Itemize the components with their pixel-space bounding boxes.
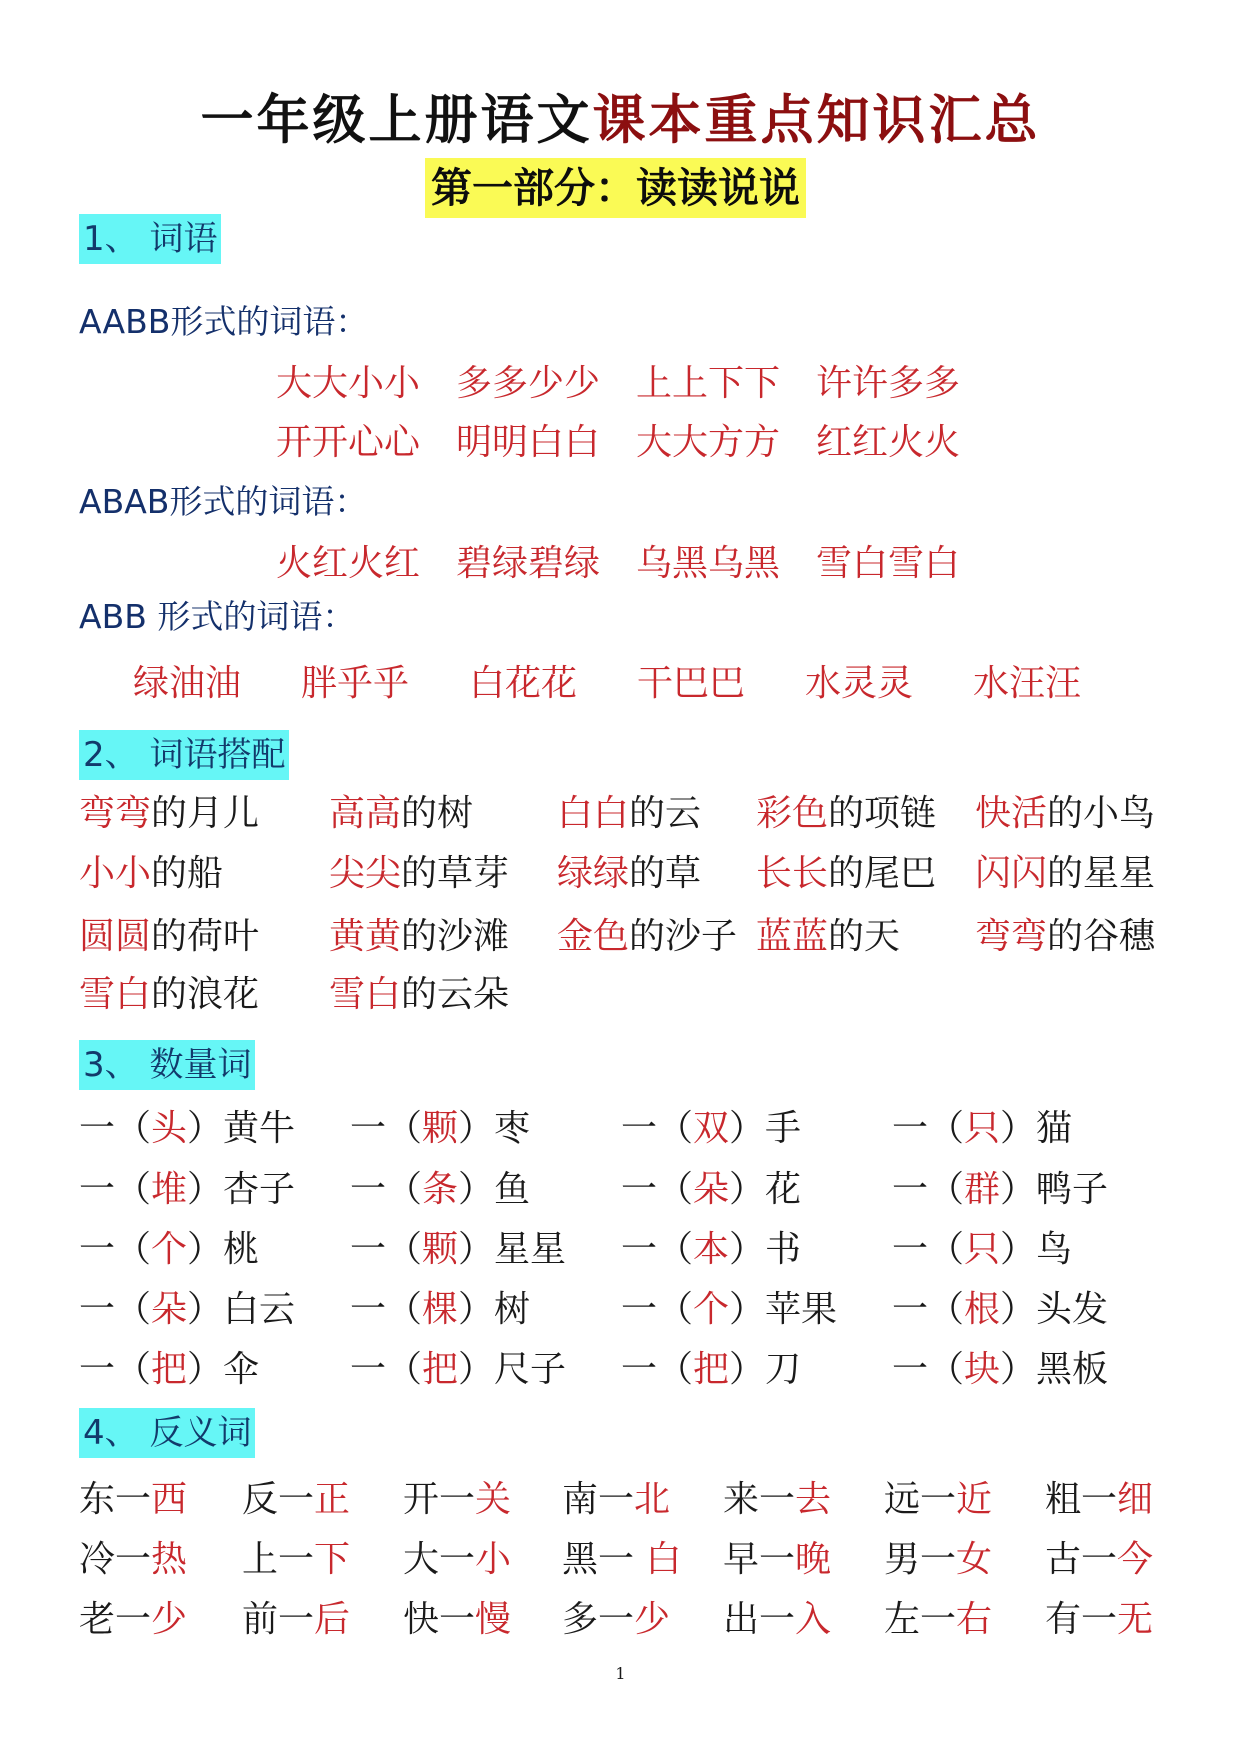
measure-word-item	[350, 1348, 566, 1392]
section-heading-collocations: 2、 词语搭配	[79, 730, 289, 780]
aabb-row-1	[0, 362, 1241, 406]
measure-word: 只	[964, 1108, 1001, 1149]
measure-noun: ）枣	[458, 1108, 531, 1149]
antonym-pair	[79, 1538, 187, 1582]
antonym-opposite: 右	[956, 1599, 993, 1640]
antonym-word: 古一	[1045, 1539, 1118, 1580]
measure-noun: ）猫	[1000, 1108, 1073, 1149]
antonym-opposite: 去	[795, 1479, 832, 1520]
collocation-modifier: 尖尖	[329, 853, 402, 894]
collocation-item	[79, 852, 223, 896]
section-heading-antonyms: 4、 反义词	[79, 1408, 255, 1458]
aabb-word: 大大方方	[636, 422, 781, 463]
collocation-noun: 的小鸟	[1047, 793, 1156, 834]
measure-noun: ）树	[458, 1289, 531, 1330]
collocation-item	[329, 792, 473, 836]
antonym-pair	[79, 1478, 187, 1522]
measure-word: 个	[151, 1229, 188, 1270]
collocation-modifier: 圆圆	[79, 916, 152, 957]
measure-noun: ）桃	[187, 1229, 260, 1270]
measure-word: 把	[693, 1349, 730, 1390]
page-number: 1	[615, 1664, 626, 1683]
measure-word-item	[892, 1348, 1108, 1392]
antonym-opposite: 今	[1117, 1539, 1154, 1580]
measure-word-item	[350, 1288, 530, 1332]
collocation-modifier: 雪白	[329, 974, 402, 1015]
collocation-modifier: 彩色	[756, 793, 829, 834]
collocation-item	[975, 792, 1155, 836]
aabb-word: 上上下下	[636, 363, 781, 404]
abb-word: 干巴巴	[637, 663, 746, 704]
measure-word: 朵	[151, 1289, 188, 1330]
aabb-word: 大大小小	[276, 363, 421, 404]
collocation-noun: 的草	[629, 853, 702, 894]
antonym-pair	[723, 1538, 831, 1582]
measure-noun: ）尺子	[458, 1349, 567, 1390]
aabb-word: 明明白白	[456, 422, 601, 463]
antonym-word: 南一	[562, 1479, 635, 1520]
collocation-noun: 的沙滩	[401, 916, 510, 957]
measure-word: 条	[422, 1169, 459, 1210]
collocation-noun: 的天	[828, 916, 901, 957]
antonym-pair	[723, 1598, 831, 1642]
measure-word-item	[621, 1168, 801, 1212]
measure-noun: ）鸟	[1000, 1229, 1073, 1270]
collocation-item	[975, 915, 1155, 959]
measure-prefix: 一（	[892, 1229, 965, 1270]
measure-word: 朵	[693, 1169, 730, 1210]
collocation-modifier: 雪白	[79, 974, 152, 1015]
measure-word: 块	[964, 1349, 1001, 1390]
abab-label: ABAB形式的词语：	[79, 482, 368, 521]
collocation-noun: 的浪花	[151, 974, 260, 1015]
title-part2: 课本重点知识汇总	[592, 89, 1041, 151]
antonym-pair	[562, 1478, 670, 1522]
measure-word-item	[79, 1228, 259, 1272]
antonym-word: 多一	[562, 1599, 635, 1640]
antonym-word: 冷一	[79, 1539, 152, 1580]
measure-word-item	[350, 1228, 566, 1272]
abab-word: 乌黑乌黑	[636, 543, 781, 584]
aabb-word: 红红火火	[816, 422, 961, 463]
collocation-modifier: 弯弯	[79, 793, 152, 834]
measure-word-item	[621, 1288, 837, 1332]
collocation-item	[79, 973, 259, 1017]
measure-word-item	[621, 1107, 801, 1151]
collocation-item	[756, 792, 936, 836]
antonym-word: 早一	[723, 1539, 796, 1580]
antonym-pair	[884, 1598, 992, 1642]
measure-word-item	[350, 1168, 530, 1212]
page-title	[0, 78, 1241, 154]
measure-prefix: 一（	[621, 1108, 694, 1149]
collocation-noun: 的星星	[1047, 853, 1156, 894]
collocation-item	[329, 973, 509, 1017]
antonym-word: 开一	[403, 1479, 476, 1520]
antonym-pair	[723, 1478, 831, 1522]
antonym-word: 有一	[1045, 1599, 1118, 1640]
measure-word: 个	[693, 1289, 730, 1330]
measure-prefix: 一（	[621, 1229, 694, 1270]
collocation-item	[756, 852, 936, 896]
measure-word-item	[350, 1107, 530, 1151]
collocation-modifier: 弯弯	[975, 916, 1048, 957]
collocation-noun: 的尾巴	[828, 853, 937, 894]
measure-prefix: 一（	[892, 1349, 965, 1390]
collocation-noun: 的谷穗	[1047, 916, 1156, 957]
antonym-word: 左一	[884, 1599, 957, 1640]
antonym-word: 远一	[884, 1479, 957, 1520]
measure-word-item	[621, 1348, 801, 1392]
measure-word: 堆	[151, 1169, 188, 1210]
abb-word: 绿油油	[133, 663, 242, 704]
measure-word-item	[892, 1107, 1072, 1151]
abab-word: 碧绿碧绿	[456, 543, 601, 584]
collocation-noun: 的船	[151, 853, 224, 894]
measure-noun: ）书	[729, 1229, 802, 1270]
measure-word: 颗	[422, 1229, 459, 1270]
measure-prefix: 一（	[350, 1289, 423, 1330]
abb-word: 胖乎乎	[301, 663, 410, 704]
antonym-pair	[562, 1538, 681, 1582]
antonym-word: 快一	[403, 1599, 476, 1640]
antonym-opposite: 晚	[795, 1539, 832, 1580]
measure-word-item	[892, 1288, 1108, 1332]
measure-noun: ）头发	[1000, 1289, 1109, 1330]
section-part-heading: 第一部分：读读说说	[425, 158, 806, 218]
collocation-noun: 的沙子	[629, 916, 738, 957]
measure-noun: ）手	[729, 1108, 802, 1149]
measure-word: 根	[964, 1289, 1001, 1330]
collocation-modifier: 黄黄	[329, 916, 402, 957]
measure-prefix: 一（	[621, 1169, 694, 1210]
antonym-opposite: 后	[314, 1599, 351, 1640]
collocation-modifier: 白白	[557, 793, 630, 834]
section-heading-measure-words: 3、 数量词	[79, 1040, 255, 1090]
measure-word: 本	[693, 1229, 730, 1270]
collocation-item	[329, 852, 509, 896]
antonym-opposite: 近	[956, 1479, 993, 1520]
measure-noun: ）苹果	[729, 1289, 838, 1330]
antonym-opposite: 少	[151, 1599, 188, 1640]
aabb-row-2	[0, 421, 1241, 465]
antonym-opposite: 下	[314, 1539, 351, 1580]
collocation-noun: 的云	[629, 793, 702, 834]
measure-word: 棵	[422, 1289, 459, 1330]
collocation-item	[557, 792, 701, 836]
measure-word-item	[79, 1348, 259, 1392]
antonym-pair	[242, 1598, 350, 1642]
antonym-word: 上一	[242, 1539, 315, 1580]
measure-word: 群	[964, 1169, 1001, 1210]
antonym-opposite: 西	[151, 1479, 188, 1520]
abab-row	[0, 542, 1241, 586]
antonym-pair	[242, 1538, 350, 1582]
collocation-noun: 的荷叶	[151, 916, 260, 957]
measure-word-item	[79, 1107, 295, 1151]
collocation-noun: 的月儿	[151, 793, 260, 834]
measure-word: 只	[964, 1229, 1001, 1270]
measure-prefix: 一（	[350, 1349, 423, 1390]
antonym-opposite: 无	[1117, 1599, 1154, 1640]
antonym-opposite: 女	[956, 1539, 993, 1580]
abb-word: 水灵灵	[805, 663, 914, 704]
antonym-word: 出一	[723, 1599, 796, 1640]
collocation-modifier: 绿绿	[557, 853, 630, 894]
antonym-word: 粗一	[1045, 1479, 1118, 1520]
measure-noun: ）刀	[729, 1349, 802, 1390]
measure-word-item	[892, 1228, 1072, 1272]
section-heading-vocab: 1、 词语	[79, 214, 221, 264]
aabb-word: 许许多多	[816, 363, 961, 404]
measure-word: 双	[693, 1108, 730, 1149]
antonym-word: 男一	[884, 1539, 957, 1580]
antonym-opposite: 少	[634, 1599, 671, 1640]
measure-noun: ）鸭子	[1000, 1169, 1109, 1210]
measure-noun: ）鱼	[458, 1169, 531, 1210]
antonym-opposite: 慢	[475, 1599, 512, 1640]
measure-prefix: 一（	[350, 1229, 423, 1270]
antonym-opposite: 小	[475, 1539, 512, 1580]
collocation-modifier: 闪闪	[975, 853, 1048, 894]
antonym-opposite: 入	[795, 1599, 832, 1640]
measure-prefix: 一（	[79, 1349, 152, 1390]
measure-noun: ）黑板	[1000, 1349, 1109, 1390]
antonym-word: 老一	[79, 1599, 152, 1640]
antonym-pair	[1045, 1478, 1153, 1522]
antonym-pair	[79, 1598, 187, 1642]
measure-noun: ）白云	[187, 1289, 296, 1330]
measure-prefix: 一（	[79, 1169, 152, 1210]
collocation-item	[329, 915, 509, 959]
measure-prefix: 一（	[79, 1229, 152, 1270]
antonym-pair	[562, 1598, 670, 1642]
collocation-modifier: 快活	[975, 793, 1048, 834]
measure-prefix: 一（	[621, 1289, 694, 1330]
abab-word: 火红火红	[276, 543, 421, 584]
antonym-pair	[403, 1598, 511, 1642]
antonym-opposite: 北	[634, 1479, 671, 1520]
measure-word-item	[79, 1288, 295, 1332]
antonym-pair	[403, 1478, 511, 1522]
measure-prefix: 一（	[892, 1169, 965, 1210]
measure-noun: ）伞	[187, 1349, 260, 1390]
antonym-word: 大一	[403, 1539, 476, 1580]
collocation-noun: 的草芽	[401, 853, 510, 894]
measure-prefix: 一（	[79, 1108, 152, 1149]
collocation-modifier: 蓝蓝	[756, 916, 829, 957]
abb-word: 水汪汪	[973, 663, 1082, 704]
collocation-item	[557, 852, 701, 896]
collocation-item	[756, 915, 900, 959]
antonym-pair	[884, 1538, 992, 1582]
measure-prefix: 一（	[79, 1289, 152, 1330]
collocation-item	[79, 792, 259, 836]
collocation-modifier: 金色	[557, 916, 630, 957]
antonym-pair	[242, 1478, 350, 1522]
aabb-label: AABB形式的词语：	[79, 302, 369, 341]
antonym-pair	[403, 1538, 511, 1582]
measure-noun: ）黄牛	[187, 1108, 296, 1149]
antonym-opposite: 关	[475, 1479, 512, 1520]
aabb-word: 多多少少	[456, 363, 601, 404]
measure-word: 把	[151, 1349, 188, 1390]
measure-word: 颗	[422, 1108, 459, 1149]
antonym-pair	[1045, 1598, 1153, 1642]
antonym-pair	[1045, 1538, 1153, 1582]
abb-label: ABB 形式的词语：	[79, 597, 356, 636]
measure-noun: ）星星	[458, 1229, 567, 1270]
aabb-word: 开开心心	[276, 422, 421, 463]
antonym-opposite: 细	[1117, 1479, 1154, 1520]
collocation-item	[79, 915, 259, 959]
measure-word: 头	[151, 1108, 188, 1149]
collocation-modifier: 高高	[329, 793, 402, 834]
antonym-word: 黑一	[562, 1539, 646, 1580]
antonym-word: 东一	[79, 1479, 152, 1520]
abb-row	[0, 662, 1241, 706]
antonym-word: 前一	[242, 1599, 315, 1640]
measure-noun: ）花	[729, 1169, 802, 1210]
measure-word-item	[621, 1228, 801, 1272]
measure-prefix: 一（	[892, 1289, 965, 1330]
measure-word-item	[892, 1168, 1108, 1212]
collocation-noun: 的树	[401, 793, 474, 834]
title-part1: 一年级上册语文	[200, 89, 593, 151]
collocation-item	[975, 852, 1155, 896]
measure-word: 把	[422, 1349, 459, 1390]
measure-prefix: 一（	[350, 1108, 423, 1149]
antonym-pair	[884, 1478, 992, 1522]
collocation-modifier: 长长	[756, 853, 829, 894]
measure-word-item	[79, 1168, 295, 1212]
collocation-item	[557, 915, 737, 959]
abb-word: 白花花	[469, 663, 578, 704]
measure-noun: ）杏子	[187, 1169, 296, 1210]
antonym-opposite: 热	[151, 1539, 188, 1580]
measure-prefix: 一（	[621, 1349, 694, 1390]
antonym-word: 来一	[723, 1479, 796, 1520]
antonym-opposite: 正	[314, 1479, 351, 1520]
antonym-opposite: 白	[645, 1539, 682, 1580]
collocation-modifier: 小小	[79, 853, 152, 894]
collocation-noun: 的云朵	[401, 974, 510, 1015]
measure-prefix: 一（	[892, 1108, 965, 1149]
collocation-noun: 的项链	[828, 793, 937, 834]
abab-word: 雪白雪白	[816, 543, 961, 584]
measure-prefix: 一（	[350, 1169, 423, 1210]
antonym-word: 反一	[242, 1479, 315, 1520]
